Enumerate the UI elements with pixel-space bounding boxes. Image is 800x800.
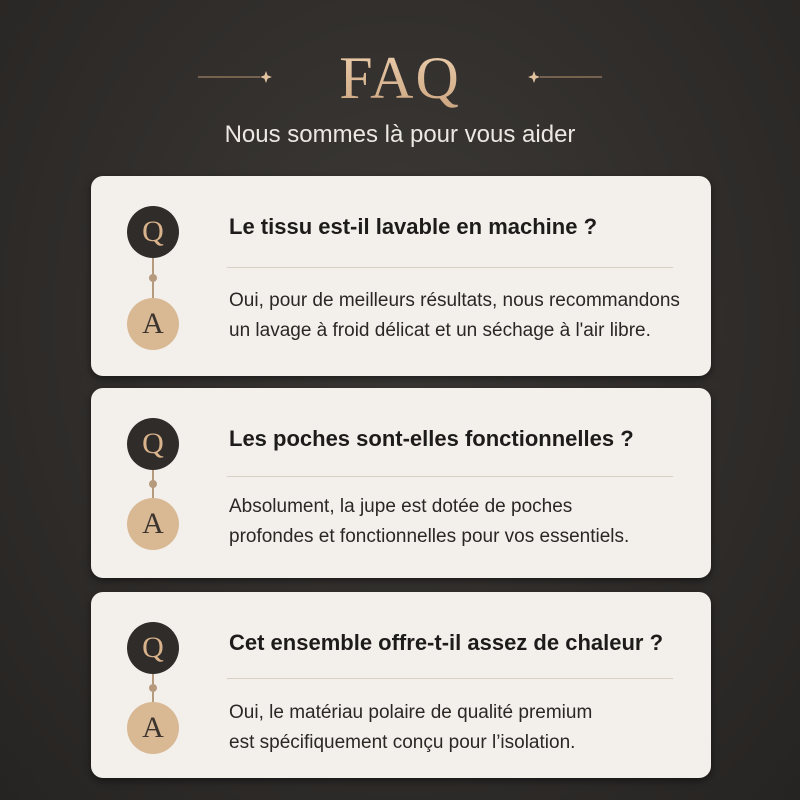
page-subtitle: Nous sommes là pour vous aider: [224, 121, 576, 148]
question-badge: Q: [127, 206, 179, 258]
divider: [227, 476, 673, 477]
faq-answer: [229, 698, 699, 758]
faq-answer-line: Absolument, la jupe est dotée de poches: [229, 496, 573, 517]
faq-answer-line: Oui, pour de meilleurs résultats, nous recommandons: [229, 290, 680, 311]
qa-connector-dot: [149, 684, 157, 692]
divider: [227, 678, 673, 679]
answer-badge: A: [127, 298, 179, 350]
faq-card: [91, 592, 711, 778]
divider: [227, 267, 673, 268]
question-badge: Q: [127, 622, 179, 674]
faq-answer: [229, 286, 699, 346]
faq-answer-line: Oui, le matériau polaire de qualité premium: [229, 702, 593, 723]
faq-answer-line: un lavage à froid délicat et un séchage à l'air libre.: [229, 320, 651, 341]
question-badge: Q: [127, 418, 179, 470]
answer-badge: A: [127, 498, 179, 550]
faq-answer: [229, 492, 699, 552]
qa-connector-dot: [149, 274, 157, 282]
faq-question: Cet ensemble offre-t-il assez de chaleur ?: [229, 630, 664, 655]
faq-card: [91, 176, 711, 376]
faq-question: Le tissu est-il lavable en machine ?: [229, 214, 598, 239]
faq-card: [91, 388, 711, 578]
faq-answer-line: est spécifiquement conçu pour l’isolation.: [229, 732, 576, 753]
faq-question: Les poches sont-elles fonctionnelles ?: [229, 426, 634, 451]
faq-answer-line: profondes et fonctionnelles pour vos essentiels.: [229, 526, 630, 547]
answer-badge: A: [127, 702, 179, 754]
faq-header: [0, 0, 800, 170]
qa-connector-dot: [149, 480, 157, 488]
right-ornament-sparkle-icon: [522, 71, 602, 83]
page-title: FAQ: [0, 40, 800, 116]
title-row: [0, 40, 800, 120]
